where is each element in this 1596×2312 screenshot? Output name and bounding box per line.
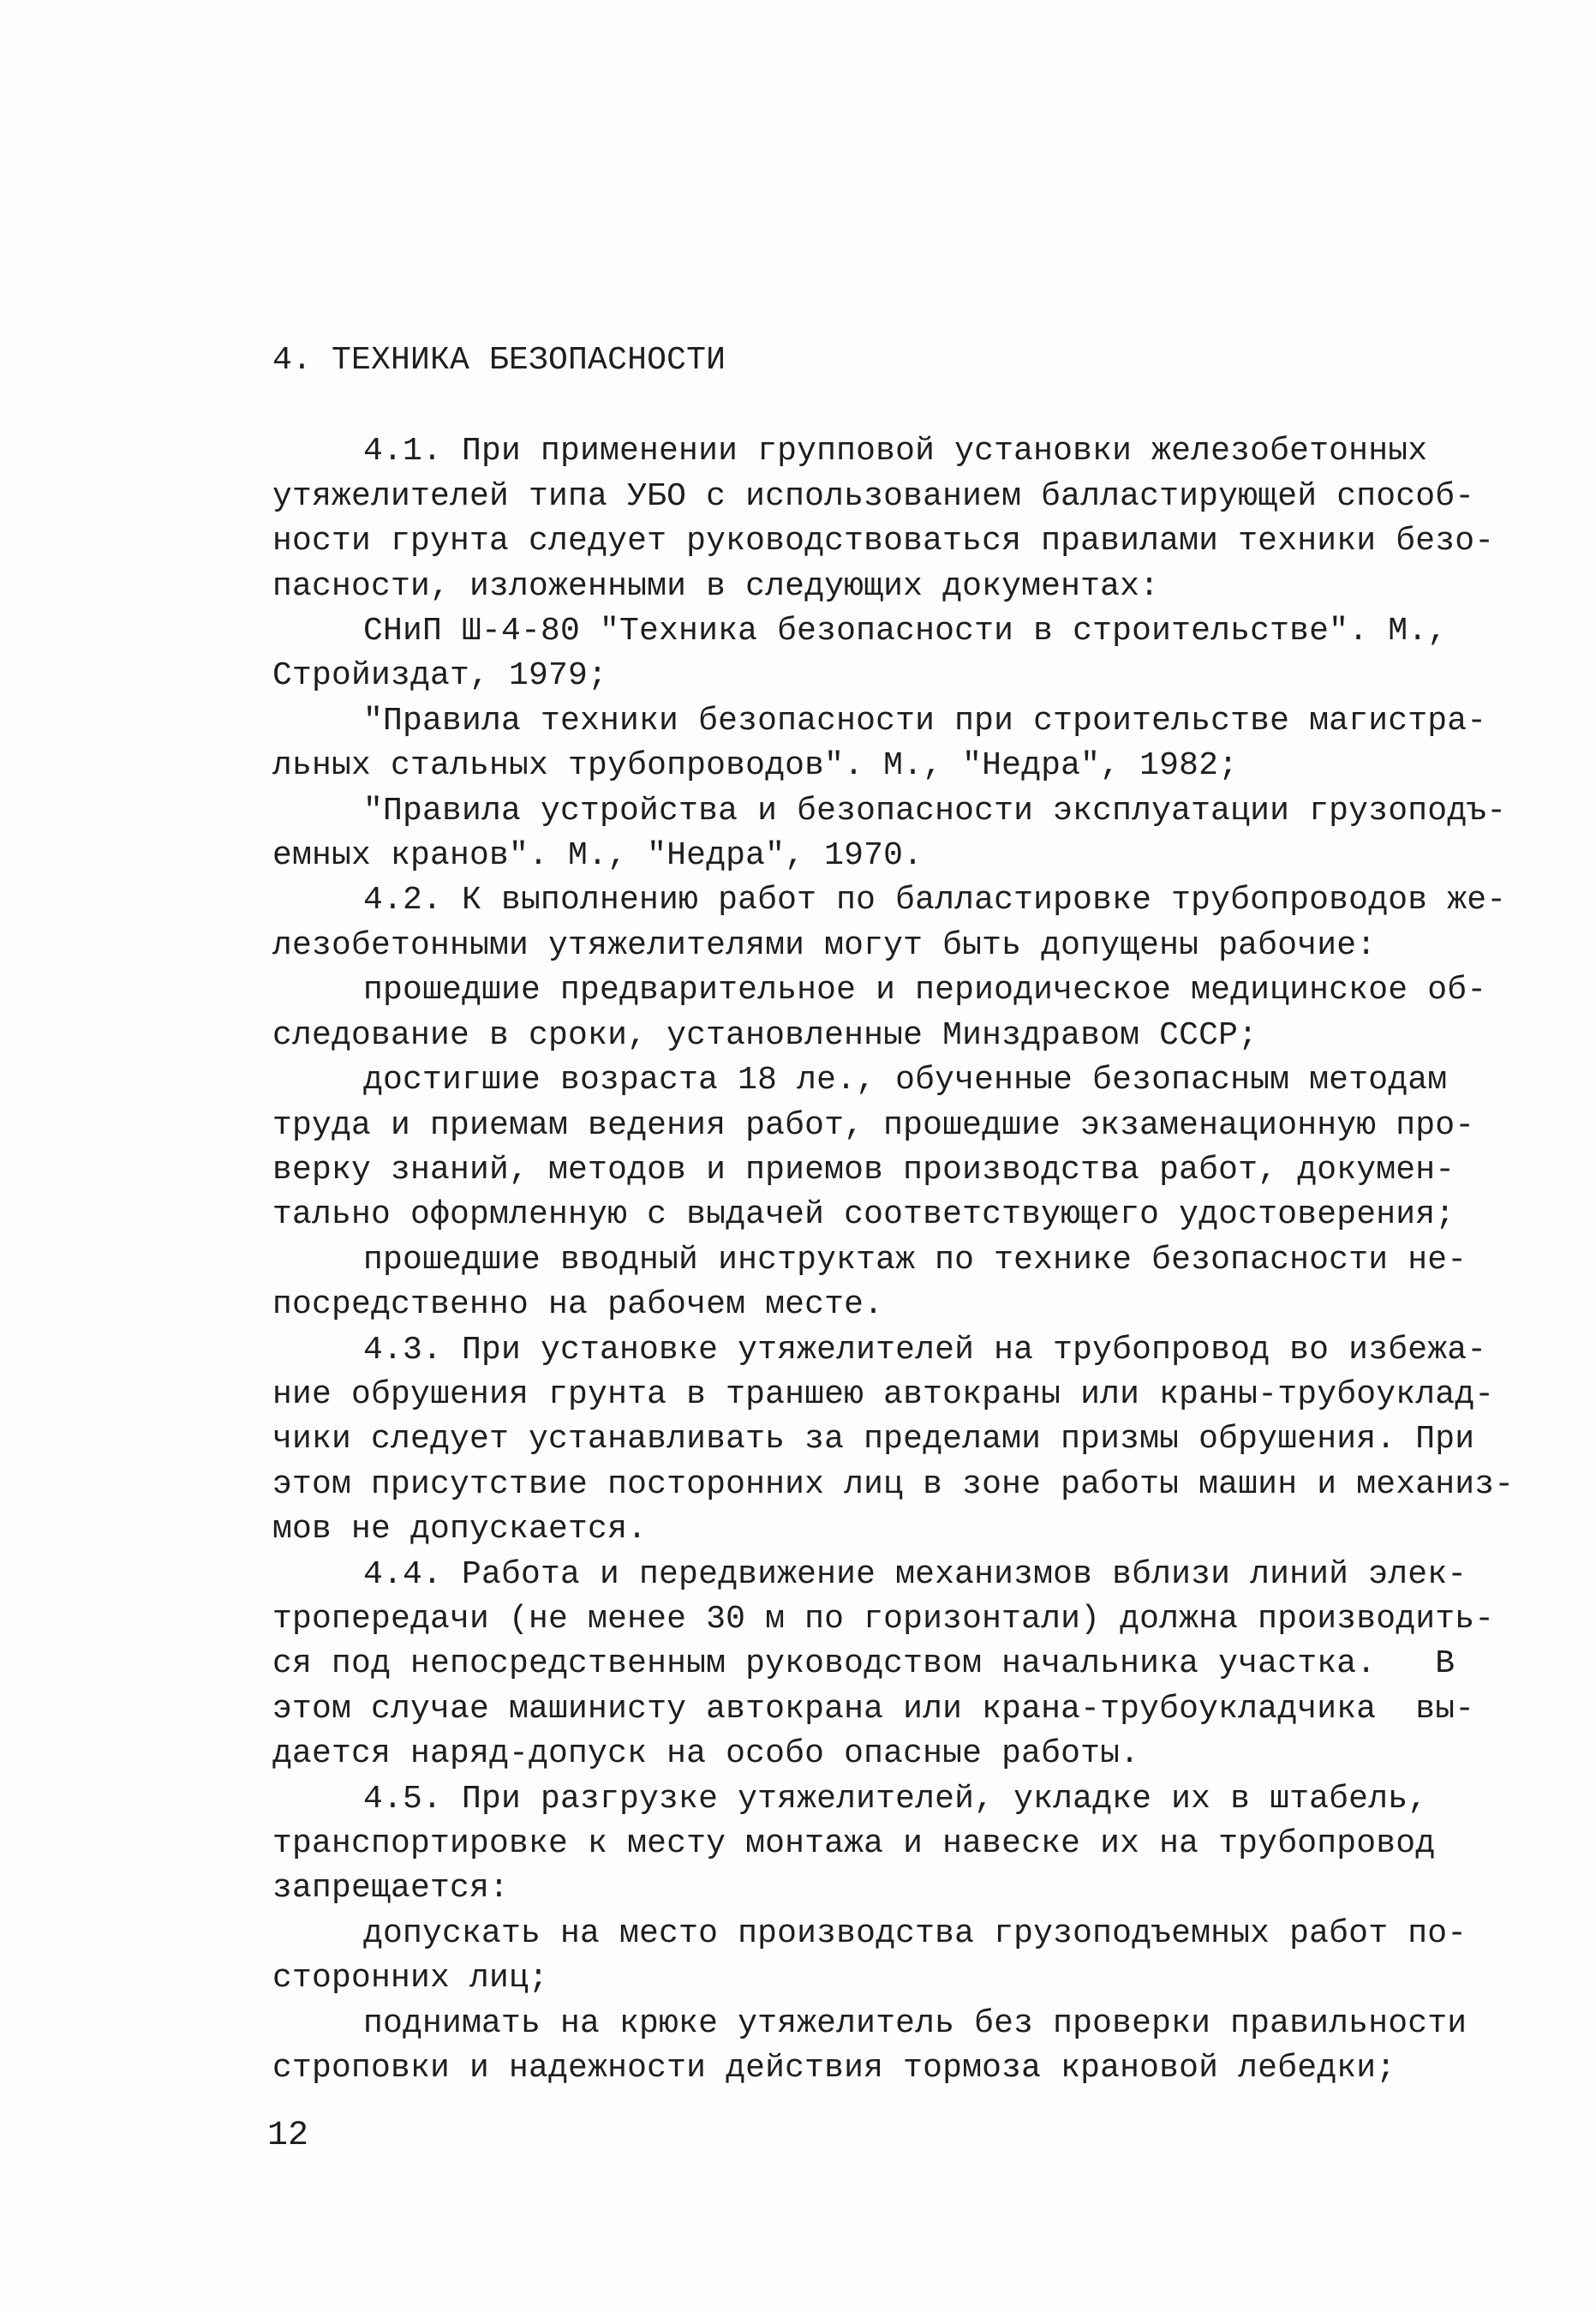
text-line: 4.1. При применении групповой установки железобетонных — [363, 433, 1428, 470]
text-line: прошедшие вводный инструктаж по технике безопасности не- — [363, 1241, 1467, 1279]
text-line: верку знаний, методов и приемов производства работ, докумен- — [272, 1151, 1456, 1189]
paragraph-medical — [272, 968, 1487, 1058]
text-line: пасности, изложенными в следующих документах: — [272, 567, 1160, 605]
paragraph-lifting — [272, 2002, 1467, 2092]
text-line: мов не допускается. — [272, 1511, 648, 1548]
section-heading: 4. ТЕХНИКА БЕЗОПАСНОСТИ — [272, 342, 726, 379]
text-line: ние обрушения грунта в траншею автокраны или краны-трубоуклад- — [272, 1375, 1495, 1413]
text-line: СНиП Ш-4-80 "Техника безопасности в строительстве". М., — [363, 613, 1448, 650]
text-line: "Правила устройства и безопасности эксплуатации грузоподъ- — [363, 792, 1507, 830]
text-line: емных кранов". М., "Недра", 1970. — [272, 837, 924, 875]
page-number: 12 — [267, 2117, 309, 2155]
paragraph-4-1 — [272, 429, 1495, 609]
paragraph-outsiders — [272, 1912, 1467, 2002]
text-line: сторонних лиц; — [272, 1960, 549, 1998]
paragraph-age — [272, 1058, 1475, 1238]
paragraph-rules-pipelines — [272, 699, 1487, 789]
text-line: тально оформленную с выдачей соответствующего удостоверения; — [272, 1196, 1456, 1234]
paragraph-briefing — [272, 1238, 1467, 1328]
paragraph-4-4 — [272, 1553, 1495, 1777]
text-line: льных стальных трубопроводов". М., "Недра", 1982; — [272, 747, 1239, 785]
text-line: строповки и надежности действия тормоза крановой лебедки; — [272, 2050, 1396, 2087]
text-line: труда и приемам ведения работ, прошедшие экзаменационную про- — [272, 1106, 1475, 1144]
text-line: этом присутствие посторонних лиц в зоне работы машин и механиз- — [272, 1465, 1515, 1503]
paragraph-rules-cranes — [272, 789, 1507, 879]
paragraph-snip — [272, 609, 1448, 699]
text-line: 4.4. Работа и передвижение механизмов вблизи линий элек- — [363, 1555, 1467, 1593]
text-line: чики следует устанавливать за пределами призмы обрушения. При — [272, 1421, 1475, 1458]
text-line: транспортировке к месту монтажа и навеске их на трубопровод — [272, 1825, 1436, 1862]
text-line: этом случае машинисту автокрана или крана-трубоукладчика вы- — [272, 1690, 1475, 1728]
text-line: следование в сроки, установленные Минздравом СССР; — [272, 1016, 1258, 1054]
text-line: поднимать на крюке утяжелитель без проверки правильности — [363, 2004, 1467, 2042]
text-line: ся под непосредственным руководством начальника участка. В — [272, 1645, 1456, 1683]
text-line: дается наряд-допуск на особо опасные работы. — [272, 1735, 1140, 1773]
text-line: 4.2. К выполнению работ по балластировке трубопроводов же- — [363, 882, 1507, 919]
document-body — [272, 338, 1515, 2091]
text-line: ности грунта следует руководствоваться правилами техники безо- — [272, 523, 1495, 560]
paragraph-4-2 — [272, 878, 1507, 968]
text-line: запрещается: — [272, 1870, 510, 1908]
paragraph-4-5 — [272, 1777, 1436, 1912]
text-line: 4.5. При разгрузке утяжелителей, укладке их в штабель, — [363, 1780, 1428, 1818]
text-line: 4.3. При установке утяжелителей на трубопровод во избежа- — [363, 1331, 1487, 1369]
text-line: тропередачи (не менее 30 м по горизонтали) должна производить- — [272, 1600, 1495, 1638]
text-line: лезобетонными утяжелителями могут быть допущены рабочие: — [272, 926, 1377, 964]
paragraph-4-3 — [272, 1328, 1515, 1553]
text-line: допускать на место производства грузоподъемных работ по- — [363, 1914, 1467, 1952]
text-line: "Правила техники безопасности при строительстве магистра- — [363, 702, 1487, 740]
text-line: посредственно на рабочем месте. — [272, 1286, 884, 1324]
text-line: достигшие возраста 18 ле., обученные безопасным методам — [363, 1062, 1448, 1099]
text-line: прошедшие предварительное и периодическое медицинское об- — [363, 972, 1487, 1009]
text-line: Стройиздат, 1979; — [272, 657, 608, 695]
text-line: утяжелителей типа УБО с использованием балластирующей способ- — [272, 477, 1475, 515]
